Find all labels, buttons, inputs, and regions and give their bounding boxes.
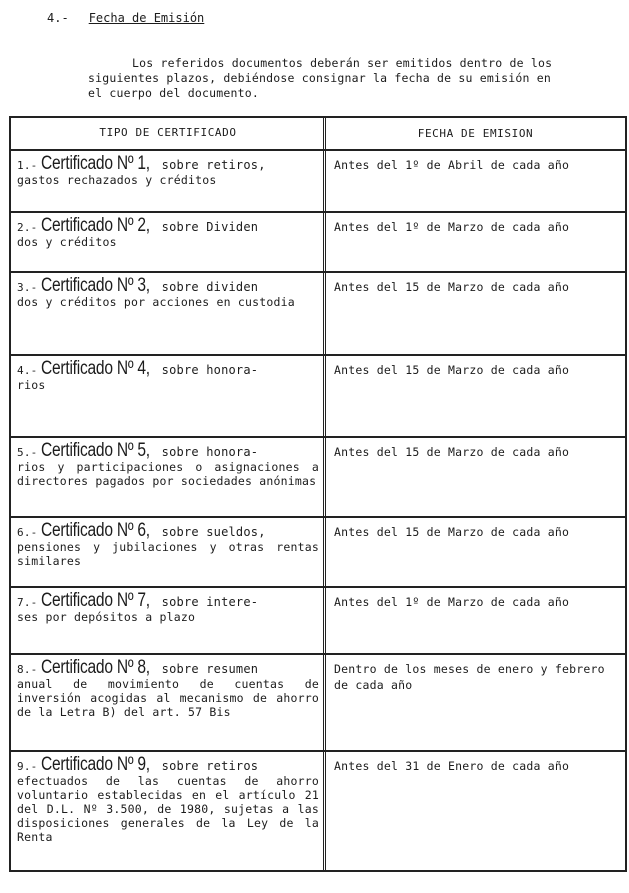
row-6-tipo (11, 518, 326, 586)
row-9-fecha: Antes del 31 de Enero de cada año (334, 759, 570, 773)
row-number: 6.- (17, 526, 38, 539)
table-row (11, 149, 625, 211)
certificate-subject-rest: anual de movimiento de cuentas de inversión acogidas al mecanismo de ahorro de la Letra B) del art. 57 Bis (17, 677, 319, 719)
intro-paragraph (88, 56, 629, 101)
certificate-subject-rest: rios y participaciones o asignaciones a directores pagados por sociedades anónimas (17, 460, 319, 488)
row-3-fecha: Antes del 15 de Marzo de cada año (334, 280, 570, 294)
table-row (11, 436, 625, 516)
row-number: 7.- (17, 596, 38, 609)
row-number: 1.- (17, 159, 38, 172)
table-row (11, 653, 625, 750)
row-number: 2.- (17, 221, 38, 234)
certificate-subject-rest: dos y créditos (17, 235, 117, 249)
certificate-subject-rest: ses por depósitos a plazo (17, 610, 196, 624)
certificate-subject-start: sobre honora- (154, 445, 259, 459)
intro-line-1: Los referidos documentos deberán ser emitidos dentro de los (132, 56, 553, 70)
row-1-tipo (11, 151, 326, 211)
table-row (11, 211, 625, 271)
row-2-fecha: Antes del 1º de Marzo de cada año (334, 220, 570, 234)
row-7-fecha: Antes del 1º de Marzo de cada año (334, 595, 570, 609)
certificate-name: Certificado Nº 3, (41, 275, 151, 296)
certificate-name: Certificado Nº 4, (41, 358, 151, 379)
certificate-subject-start: sobre honora- (154, 363, 259, 377)
certificate-name: Certificado Nº 2, (41, 215, 151, 236)
certificate-subject-rest: efectuados de las cuentas de ahorro voluntario establecidas en el artículo 21 del D.L. Nº 3.500, de 1980, sujetas a las disposiciones generales de la Ley de la Renta (17, 774, 319, 844)
certificate-subject-start: sobre retiros (154, 759, 259, 773)
row-8-tipo (11, 655, 326, 750)
table-row (11, 354, 625, 436)
table-row (11, 516, 625, 586)
certificate-name: Certificado Nº 9, (41, 754, 151, 775)
row-number: 5.- (17, 446, 38, 459)
row-1-fecha: Antes del 1º de Abril de cada año (334, 158, 570, 172)
certificate-subject-start: sobre resumen (154, 662, 259, 676)
certificate-subject-start: sobre intere- (154, 595, 259, 609)
row-6-fecha: Antes del 15 de Marzo de cada año (334, 525, 570, 539)
certificate-subject-start: sobre sueldos, (154, 525, 266, 539)
section-title: Fecha de Emisión (88, 11, 205, 25)
section-heading (47, 11, 204, 25)
certificate-subject-start: sobre Dividen (154, 220, 259, 234)
certificate-subject-rest: dos y créditos por acciones en custodia (17, 295, 295, 309)
table-row (11, 586, 625, 653)
intro-line-2: siguientes plazos, debiéndose consignar la fecha de su emisión en (88, 71, 552, 85)
certificate-name: Certificado Nº 7, (41, 590, 151, 611)
header-fecha-emision: FECHA DE EMISION (417, 127, 534, 140)
certificate-subject-rest: pensiones y jubilaciones y otras rentas similares (17, 540, 319, 568)
row-4-tipo (11, 356, 326, 436)
row-number: 3.- (17, 281, 38, 294)
row-2-tipo (11, 213, 326, 271)
certificate-subject-rest: gastos rechazados y créditos (17, 173, 217, 187)
section-number: 4.- (47, 11, 69, 25)
row-5-tipo (11, 438, 326, 516)
certificate-name: Certificado Nº 5, (41, 440, 151, 461)
row-9-tipo (11, 752, 326, 870)
row-number: 4.- (17, 364, 38, 377)
table-row (11, 750, 625, 870)
certificate-name: Certificado Nº 1, (41, 153, 151, 174)
certificate-name: Certificado Nº 6, (41, 520, 151, 541)
intro-line-3: el cuerpo del documento. (88, 86, 259, 100)
row-4-fecha: Antes del 15 de Marzo de cada año (334, 363, 570, 377)
table-row (11, 271, 625, 354)
row-3-tipo (11, 273, 326, 354)
certificate-subject-rest: rios (17, 378, 46, 392)
certificate-subject-start: sobre dividen (154, 280, 259, 294)
certificate-name: Certificado Nº 8, (41, 657, 151, 678)
row-8-fecha: Dentro de los meses de enero y febrero de cada año (334, 662, 605, 692)
row-7-tipo (11, 588, 326, 653)
table-header-row (11, 118, 625, 149)
header-tipo-certificado: TIPO DE CERTIFICADO (11, 118, 326, 149)
row-5-fecha: Antes del 15 de Marzo de cada año (334, 445, 570, 459)
certificate-subject-start: sobre retiros, (154, 158, 266, 172)
row-number: 9.- (17, 760, 38, 773)
certificates-table (9, 116, 627, 872)
row-number: 8.- (17, 663, 38, 676)
